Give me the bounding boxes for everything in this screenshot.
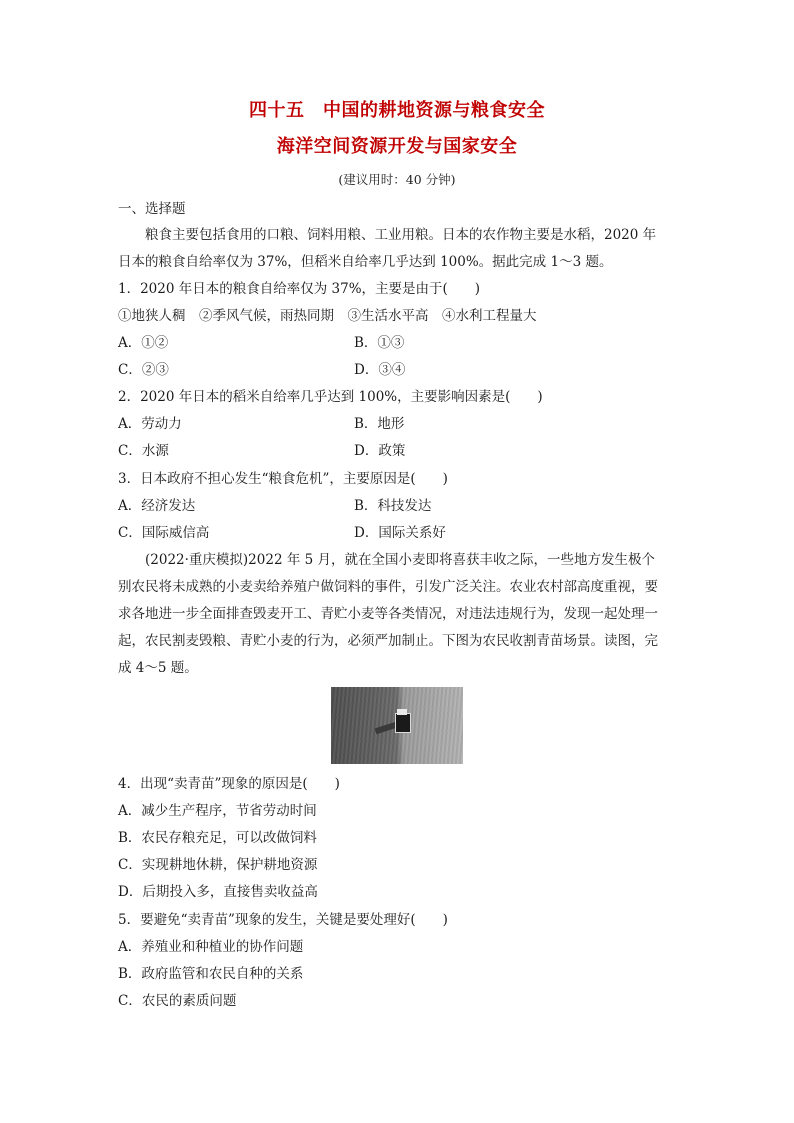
question-3-option-a: A．经济发达 [118, 498, 196, 514]
harvester-field-photo [331, 687, 463, 764]
question-4-option-d: D．后期投入多，直接售卖收益高 [118, 884, 318, 900]
suggested-time: (建议用时：40 分钟) [338, 172, 456, 187]
question-5-option-c: C．农民的素质问题 [118, 993, 237, 1009]
passage2-line2: 别农民将未成熟的小麦卖给养殖户做饲料的事件，引发广泛关注。农业农村部高度重视，要 [118, 579, 658, 595]
question-1-option-d: D．③④ [354, 362, 406, 378]
section-label: 一、选择题 [118, 201, 186, 217]
question-2-stem: 2．2020 年日本的稻米自给率几乎达到 100%，主要影响因素是( ) [118, 389, 543, 405]
question-3-option-d: D．国际关系好 [354, 525, 446, 541]
question-3-option-b: B．科技发达 [354, 498, 432, 514]
page-title-secondary: 海洋空间资源开发与国家安全 [276, 136, 518, 157]
question-1-option-c: C．②③ [118, 362, 169, 378]
passage1-line2: 日本的粮食自给率仅为 37%，但稻米自给率几乎达到 100%。据此完成 1～3 题。 [118, 254, 613, 270]
question-1-option-b: B．①③ [354, 335, 405, 351]
question-1-factors: ①地狭人稠 ②季风气候，雨热同期 ③生活水平高 ④水利工程量大 [118, 308, 537, 324]
passage2-line4: 起，农民割麦毁粮、青贮小麦的行为，必须严加制止。下图为农民收割青苗场景。读图，完 [118, 633, 658, 649]
question-2-option-c: C．水源 [118, 443, 169, 459]
passage2-line1: (2022·重庆模拟)2022 年 5 月，就在全国小麦即将喜获丰收之际，一些地方发生极个 [145, 552, 655, 568]
harvest-track [375, 722, 398, 735]
question-4-option-c: C．实现耕地休耕，保护耕地资源 [118, 857, 318, 873]
page-title: 四十五 中国的耕地资源与粮食安全 [249, 100, 545, 121]
question-4-stem: 4．出现“卖青苗”现象的原因是( ) [118, 776, 340, 792]
question-2-option-d: D．政策 [354, 443, 406, 459]
question-2-option-b: B．地形 [354, 416, 405, 432]
passage1-line1: 粮食主要包括食用的口粮、饲料用粮、工业用粮。日本的农作物主要是水稻，2020 年 [145, 227, 657, 243]
question-5-option-a: A．养殖业和种植业的协作问题 [118, 939, 304, 955]
question-3-option-c: C．国际威信高 [118, 525, 210, 541]
harvester-icon [395, 713, 411, 733]
passage2-line3: 求各地进一步全面排查毁麦开工、青贮小麦等各类情况，对违法违规行为，发现一起处理一 [118, 606, 658, 622]
passage2-line5: 成 4～5 题。 [118, 660, 198, 676]
harvester-cab [397, 709, 407, 715]
question-4-option-b: B．农民存粮充足，可以改做饲料 [118, 830, 317, 846]
question-3-stem: 3．日本政府不担心发生“粮食危机”，主要原因是( ) [118, 471, 448, 487]
question-1-stem: 1．2020 年日本的粮食自给率仅为 37%，主要是由于( ) [118, 281, 481, 297]
question-5-stem: 5．要避免“卖青苗”现象的发生，关键是要处理好( ) [118, 912, 448, 928]
question-1-option-a: A．①② [118, 335, 169, 351]
question-4-option-a: A．减少生产程序，节省劳动时间 [118, 803, 317, 819]
question-5-option-b: B．政府监管和农民自种的关系 [118, 966, 304, 982]
question-2-option-a: A．劳动力 [118, 416, 182, 432]
